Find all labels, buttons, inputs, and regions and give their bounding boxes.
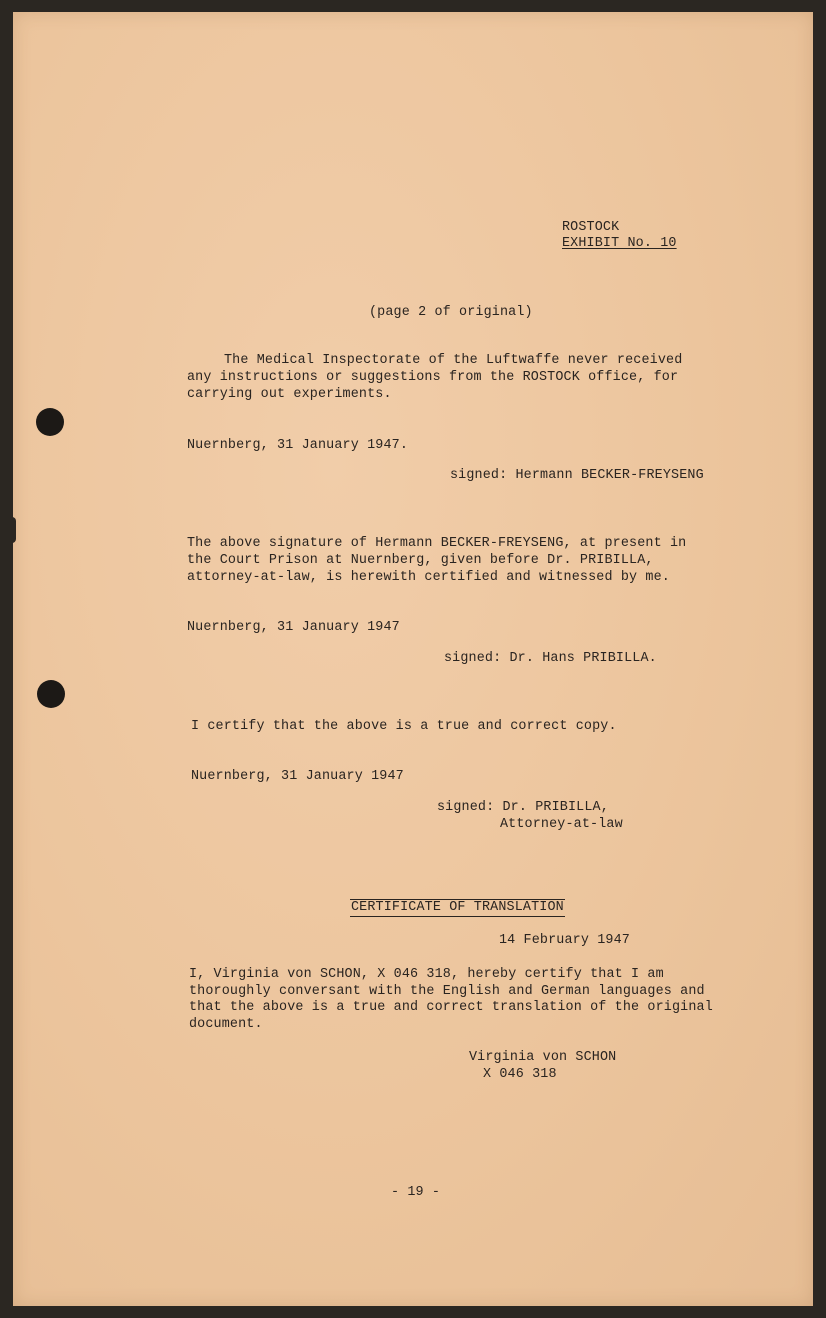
certificate-date: 14 February 1947 [499, 933, 630, 948]
signature-attorney-line-2: Attorney-at-law [500, 817, 623, 832]
date-line-3: Nuernberg, 31 January 1947 [191, 769, 404, 784]
certificate-body-line-3: that the above is a true and correct translation of the original [189, 1000, 713, 1015]
paragraph-2-line-2: the Court Prison at Nuernberg, given before Dr. PRIBILLA, [187, 553, 654, 568]
paragraph-2-line-3: attorney-at-law, is herewith certified and witnessed by me. [187, 570, 670, 585]
certificate-body-line-1: I, Virginia von SCHON, X 046 318, hereby certify that I am [189, 967, 664, 982]
translator-id: X 046 318 [483, 1067, 557, 1082]
certificate-body-line-2: thoroughly conversant with the English and German languages and [189, 984, 705, 999]
paragraph-1-line-2: any instructions or suggestions from the ROSTOCK office, for [187, 370, 679, 385]
paragraph-1-line-1: The Medical Inspectorate of the Luftwaffe never received [224, 353, 683, 368]
signature-attorney-line-1: signed: Dr. PRIBILLA, [437, 800, 609, 815]
certificate-title: CERTIFICATE OF TRANSLATION [351, 900, 564, 915]
document-page [13, 12, 813, 1306]
exhibit-label: ROSTOCK [562, 220, 620, 235]
paragraph-1-line-3: carrying out experiments. [187, 387, 392, 402]
exhibit-number: EXHIBIT No. 10 [562, 236, 677, 251]
certificate-body-line-4: document. [189, 1017, 263, 1032]
certify-copy-statement: I certify that the above is a true and correct copy. [191, 719, 617, 734]
date-line-1: Nuernberg, 31 January 1947. [187, 438, 409, 453]
edge-notch [9, 517, 16, 543]
signature-becker-freyseng: signed: Hermann BECKER-FREYSENG [450, 468, 704, 483]
punch-hole-bottom [37, 680, 65, 708]
signature-pribilla: signed: Dr. Hans PRIBILLA. [444, 651, 657, 666]
date-line-2: Nuernberg, 31 January 1947 [187, 620, 400, 635]
page-number: - 19 - [391, 1185, 441, 1200]
paragraph-2-line-1: The above signature of Hermann BECKER-FREYSENG, at present in [187, 536, 687, 551]
page-of-original: (page 2 of original) [369, 305, 533, 320]
punch-hole-top [36, 408, 64, 436]
translator-name: Virginia von SCHON [469, 1050, 617, 1065]
